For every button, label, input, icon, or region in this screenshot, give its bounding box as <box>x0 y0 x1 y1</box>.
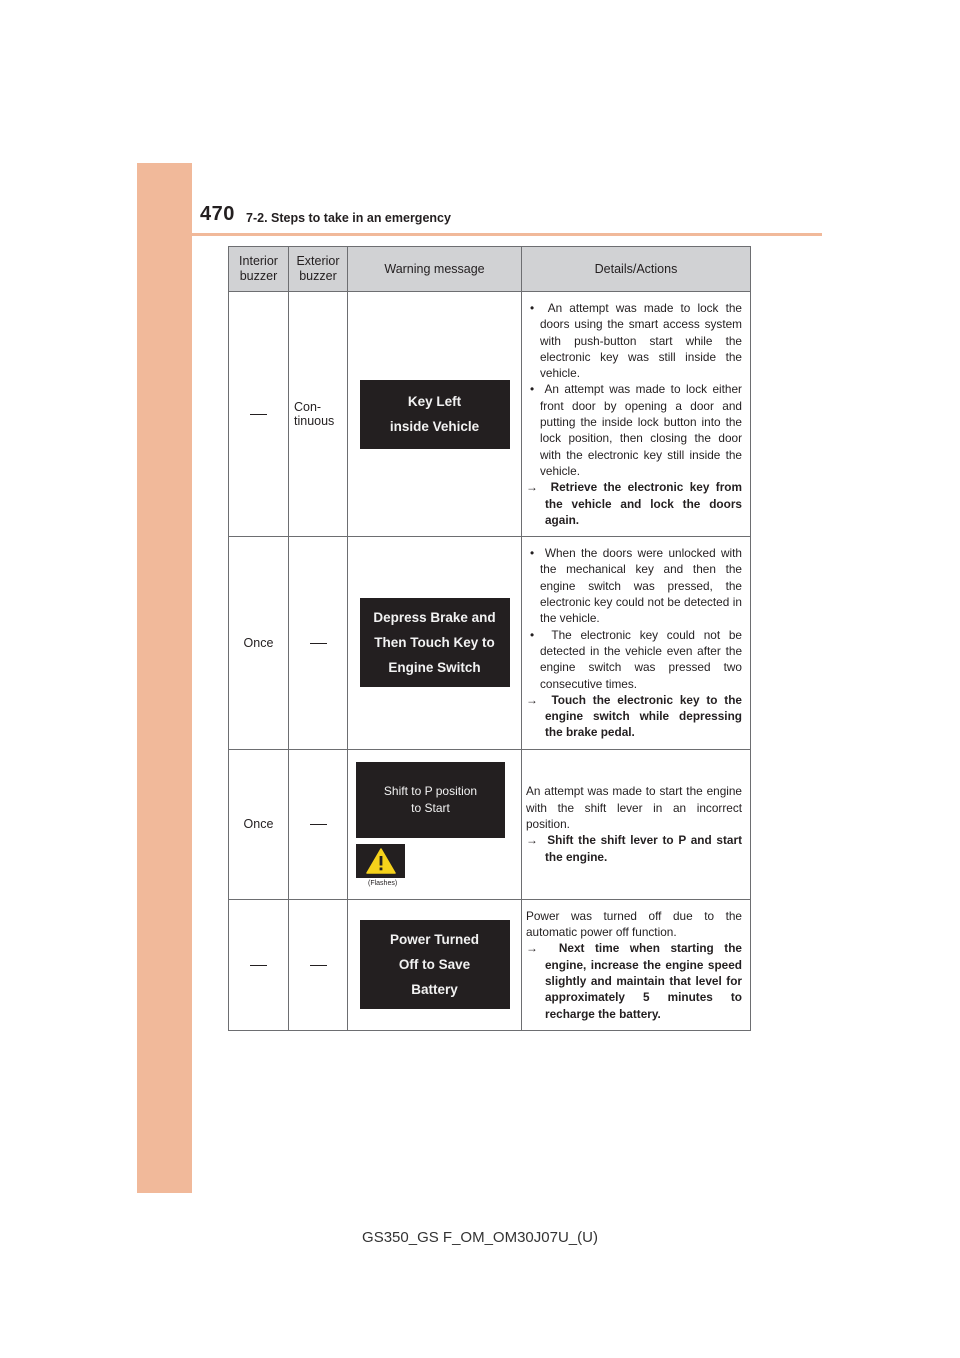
warning-message-cell <box>348 537 522 750</box>
detail-action: → Next time when starting the engine, increase the engine speed slightly and maintain that level for approximately 5 minutes to recharge the battery. <box>526 941 742 1021</box>
flashes-note: (Flashes) <box>368 879 398 887</box>
exterior-buzzer-cell <box>289 537 348 750</box>
col-interior-buzzer: Interior buzzer <box>229 247 289 292</box>
none-dash <box>250 414 267 415</box>
table-row <box>229 292 751 537</box>
page-number: 470 <box>200 203 235 225</box>
section-title: 7-2. Steps to take in an emergency <box>246 211 451 225</box>
detail-bullet: • An attempt was made to lock the doors using the smart access system with push-button start while the electronic key was still inside the vehicle. <box>530 301 742 381</box>
interior-buzzer-cell: Once <box>229 537 289 750</box>
detail-action: → Touch the electronic key to the engine switch while depressing the brake pedal. <box>526 692 742 740</box>
message-group <box>348 762 521 887</box>
display-line: Off to Save <box>398 957 471 973</box>
col-warning-message: Warning message <box>348 247 522 292</box>
detail-bullet: • An attempt was made to lock either front door by opening a door and putting the inside lock button into the lock position, then closing the door with the electronic key still inside the vehicle. <box>530 382 742 478</box>
warning-message-cell <box>348 899 522 1030</box>
col-exterior-buzzer: Exterior buzzer <box>289 247 348 292</box>
detail-action: → Retrieve the electronic key from the vehicle and lock the doors again. <box>526 480 742 527</box>
exterior-buzzer-cell <box>289 749 348 899</box>
message-display <box>360 920 510 1009</box>
none-dash <box>250 965 267 966</box>
detail-action: → Shift the shift lever to P and start the engine. <box>526 833 742 864</box>
exterior-buzzer-cell: Con-tinuous <box>289 292 348 537</box>
message-display <box>360 380 510 449</box>
warning-message-cell <box>348 292 522 537</box>
header-rule <box>192 233 822 236</box>
chapter-side-tab <box>137 163 192 1193</box>
display-line: Engine Switch <box>388 660 481 676</box>
warning-message-cell <box>348 749 522 899</box>
display-line: Shift to P position <box>383 783 478 798</box>
display-line: Key Left <box>407 394 462 410</box>
detail-bullet: • The electronic key could not be detected in the vehicle even after the engine switch was pressed two consecutive times. <box>530 627 742 691</box>
details-cell <box>522 749 751 899</box>
display-line: Power Turned <box>389 932 479 948</box>
warning-table <box>228 246 751 1031</box>
detail-bullet: • When the doors were unlocked with the mechanical key and then the engine switch was pressed, the electronic key could not be detected in the vehicle. <box>530 546 742 626</box>
display-line: inside Vehicle <box>389 419 480 435</box>
table-row <box>229 899 751 1030</box>
display-line: to Start <box>411 800 450 815</box>
display-line: Depress Brake and <box>373 610 496 626</box>
warning-triangle-icon <box>356 844 405 878</box>
interior-buzzer-cell <box>229 292 289 537</box>
message-display <box>356 762 505 838</box>
document-footer: GS350_GS F_OM_OM30J07U_(U) <box>362 1229 598 1246</box>
detail-text: An attempt was made to start the engine with the shift lever in an incorrect position. <box>526 784 742 832</box>
table-row <box>229 537 751 750</box>
details-cell <box>522 537 751 750</box>
display-line: Then Touch Key to <box>374 635 495 651</box>
table-row <box>229 749 751 899</box>
exterior-buzzer-cell <box>289 899 348 1030</box>
details-cell <box>522 292 751 537</box>
none-dash <box>310 965 327 966</box>
col-details-actions: Details/Actions <box>522 247 751 292</box>
none-dash <box>310 824 327 825</box>
table-header-row <box>229 247 751 292</box>
display-line: Battery <box>411 982 458 998</box>
interior-buzzer-cell: Once <box>229 749 289 899</box>
details-cell <box>522 899 751 1030</box>
detail-text: Power was turned off due to the automatic power off function. <box>526 908 742 940</box>
interior-buzzer-cell <box>229 899 289 1030</box>
none-dash <box>310 643 327 644</box>
message-display <box>360 598 510 687</box>
